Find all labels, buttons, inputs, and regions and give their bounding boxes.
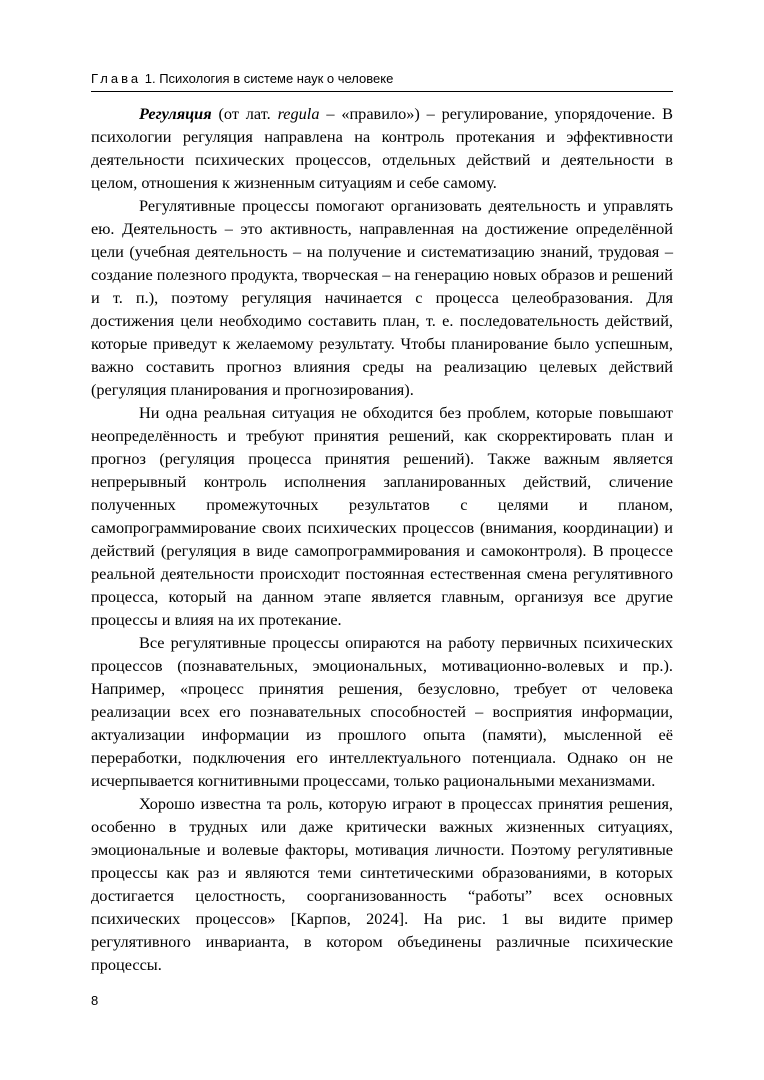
header-rule xyxy=(91,91,673,92)
chapter-word: Глава xyxy=(91,71,142,86)
latin-word: regula xyxy=(277,104,320,123)
page-number: 8 xyxy=(91,993,99,1008)
paragraph-1-rest: – «правило») – регулирование, упорядочение. В психологии регуляция направлена на контроль протекания и эффективности деятельности психических процессов, отдельных действий и деятельности в целом, отношения к жизненным ситуациям и себе самому. xyxy=(91,104,673,192)
paragraph-4: Все регулятивные процессы опираются на работу первичных психических процессов (познавательных, эмоциональных, мотивационно-волевых и пр.). Например, «процесс принятия решения, безусловно, требует от человека реализации всех его познавательных способностей – восприятия информации, актуализации информации из прошлого опыта (памяти), мысленной её переработки, подключения его интеллектуального потенциала. Однако он не исчерпывается когнитивными процессами, только рациональными механизмами. xyxy=(91,633,673,790)
running-head xyxy=(91,70,673,87)
paragraph-2: Регулятивные процессы помогают организовать деятельность и управлять ею. Деятельность – это активность, направленная на достижение определённой цели (учебная деятельность – на получение и систематизацию знаний, трудовая – создание полезного продукта, творческая – на генерацию новых образов и решений и т. п.), поэтому регуляция начинается с процесса целеобразования. Для достижения цели необходимо составить план, т. е. последовательность действий, которые приведут к желаемому результату. Чтобы планирование было успешным, важно составить прогноз влияния среды на реализацию целевых действий (регуляция планирования и прогнозирования). xyxy=(91,196,673,399)
paragraph-1-prefix: (от лат. xyxy=(211,104,278,123)
body-text xyxy=(91,102,673,976)
paragraph-1 xyxy=(91,102,673,194)
chapter-title: 1. Психология в системе наук о человеке xyxy=(141,71,394,86)
term-regulation: Регуляция xyxy=(139,104,212,123)
paragraph-5: Хорошо известна та роль, которую играют в процессах принятия решения, особенно в трудных или даже критически важных жизненных ситуациях, эмоциональные и волевые факторы, мотивация личности. Поэтому регулятивные процессы как раз и являются теми синтетическими образованиями, в которых достигается целостность, соорганизованность “работы” всех основных психических процессов» [Карпов, 2024]. На рис. 1 вы видите пример регулятивного инварианта, в котором объединены различные психические процессы. xyxy=(91,794,673,974)
paragraph-3: Ни одна реальная ситуация не обходится без проблем, которые повышают неопределённость и требуют принятия решений, как скорректировать план и прогноз (регуляция процесса принятия решений). Также важным является непрерывный контроль исполнения запланированных действий, сличение полученных промежуточных результатов с целями и планом, самопрограммирование своих психических процессов (внимания, координации) и действий (регуляция в виде самопрограммирования и самоконтроля). В процессе реальной деятельности происходит постоянная естественная смена регулятивного процесса, который на данном этапе является главным, организуя все другие процессы и влияя на их протекание. xyxy=(91,403,673,629)
